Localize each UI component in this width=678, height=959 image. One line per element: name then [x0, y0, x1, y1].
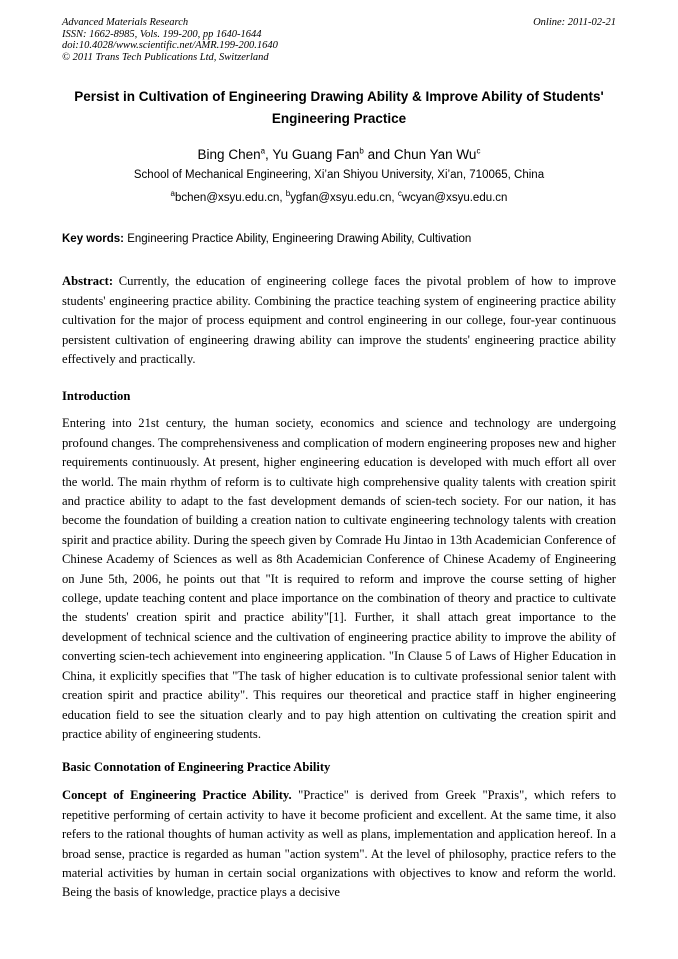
- journal-name: Advanced Materials Research: [62, 17, 189, 28]
- email-2: ygfan@xsyu.edu.cn: [290, 192, 392, 205]
- author-2: Yu Guang Fan: [272, 147, 360, 163]
- publication-info: [62, 17, 278, 63]
- author-1: Bing Chen: [197, 147, 261, 163]
- doi-line: doi:10.4028/www.scientific.net/AMR.199-200.1640: [62, 40, 278, 52]
- online-date: Online: 2011-02-21: [533, 17, 616, 28]
- keywords-line: [62, 232, 616, 246]
- email-separator: ,: [391, 192, 398, 205]
- author-separator: ,: [265, 147, 273, 163]
- connotation-heading: Basic Connotation of Engineering Practice Ability: [62, 760, 331, 775]
- concept-label: Concept of Engineering Practice Ability.: [62, 788, 299, 803]
- author-3: Chun Yan Wu: [393, 147, 477, 163]
- introduction-heading: Introduction: [62, 389, 131, 404]
- issn-line: ISSN: 1662-8985, Vols. 199-200, pp 1640-1644: [62, 28, 262, 40]
- publication-header: [62, 17, 616, 63]
- keywords-label: Key words:: [62, 233, 128, 246]
- email-2-superscript: b: [285, 189, 291, 199]
- email-separator: ,: [279, 192, 286, 205]
- copyright-line: © 2011 Trans Tech Publications Ltd, Switzerland: [62, 51, 269, 63]
- concept-paragraph: [62, 786, 616, 902]
- keywords-text: Engineering Practice Ability, Engineering Drawing Ability, Cultivation: [127, 233, 472, 246]
- author-1-superscript: a: [260, 146, 266, 156]
- introduction-paragraph: Entering into 21st century, the human society, economics and science and technology are undergoing profound changes. The comprehensiveness and complication of modern engineering proposes new and higher requirements continuously. At present, higher engineering education is developed with much effort all over the world. The main rhythm of reform is to cultivate high comprehensive quality talents with creation spirit and practice ability to adapt to the fast development demands of scien-tech society. For our nation, it has become the foundation of building a creation nation to cultivate engineering technology talents with creation spirit and practice ability. During the speech given by Comrade Hu Jintao in 13th Academician Conference of Chinese Academy of Sciences as well as 8th Academician Conference of Chinese Academy of Engineering on June 5th, 2006, he points out that "It is required to reform and improve the course setting of higher college, update teaching content and place importance on the combination of theory and practice to cultivate the students' creation spirit and practice ability"[1]. Further, it shall attach great importance to the development of technical science and the cultivation of engineering practice ability to improve the ability of converting scien-tech achievement into engineering application. "In Clause 5 of Laws of Higher Education in China, it explicitly specifies that "The task of higher education is to cultivate professional senior talent with creation spirit and practice ability". This requires our theoretical and practice staff in higher engineering education field to see the situation clearly and to pay high attention on cultivating the creation spirit and practice ability of engineering students.: [62, 416, 616, 741]
- author-2-superscript: b: [359, 146, 364, 156]
- affiliation-line: School of Mechanical Engineering, Xi’an Shiyou University, Xi’an, 710065, China: [133, 169, 545, 182]
- email-1-superscript: a: [170, 189, 175, 199]
- paper-title: Persist in Cultivation of Engineering Drawing Ability & Improve Ability of Students' Engineering Practice: [74, 89, 604, 127]
- concept-text: "Practice" is derived from Greek "Praxis", which refers to repetitive performing of certain activity to have it become proficient and excellent. At the same time, it also refers to the rational thoughts of human activity as well as plans, implementation and application hereof. In a broad sense, practice is regarded as human "action system". At the level of philosophy, practice refers to the material activities by human in certain social organizations with objectives to know and reform the world. Being the basis of knowledge, practice plays a decisive: [62, 788, 616, 900]
- author-separator: and: [363, 147, 394, 163]
- abstract-text: Currently, the education of engineering college faces the pivotal problem of how to improve students' engineering practice ability. Combining the practice teaching system of engineering practice ability cultivation for the major of process equipment and control engineering in our college, four-year continuous persistent cultivation of engineering drawing ability can improve the students' engineering practice ability effectively and practically.: [62, 274, 616, 366]
- emails-line: [62, 191, 616, 205]
- abstract-label: Abstract:: [62, 274, 119, 289]
- email-3-superscript: c: [397, 189, 402, 199]
- author-3-superscript: c: [476, 146, 481, 156]
- abstract-paragraph: [62, 272, 616, 369]
- authors-line: [62, 147, 616, 163]
- email-3: wcyan@xsyu.edu.cn: [401, 192, 508, 205]
- email-1: bchen@xsyu.edu.cn: [175, 192, 280, 205]
